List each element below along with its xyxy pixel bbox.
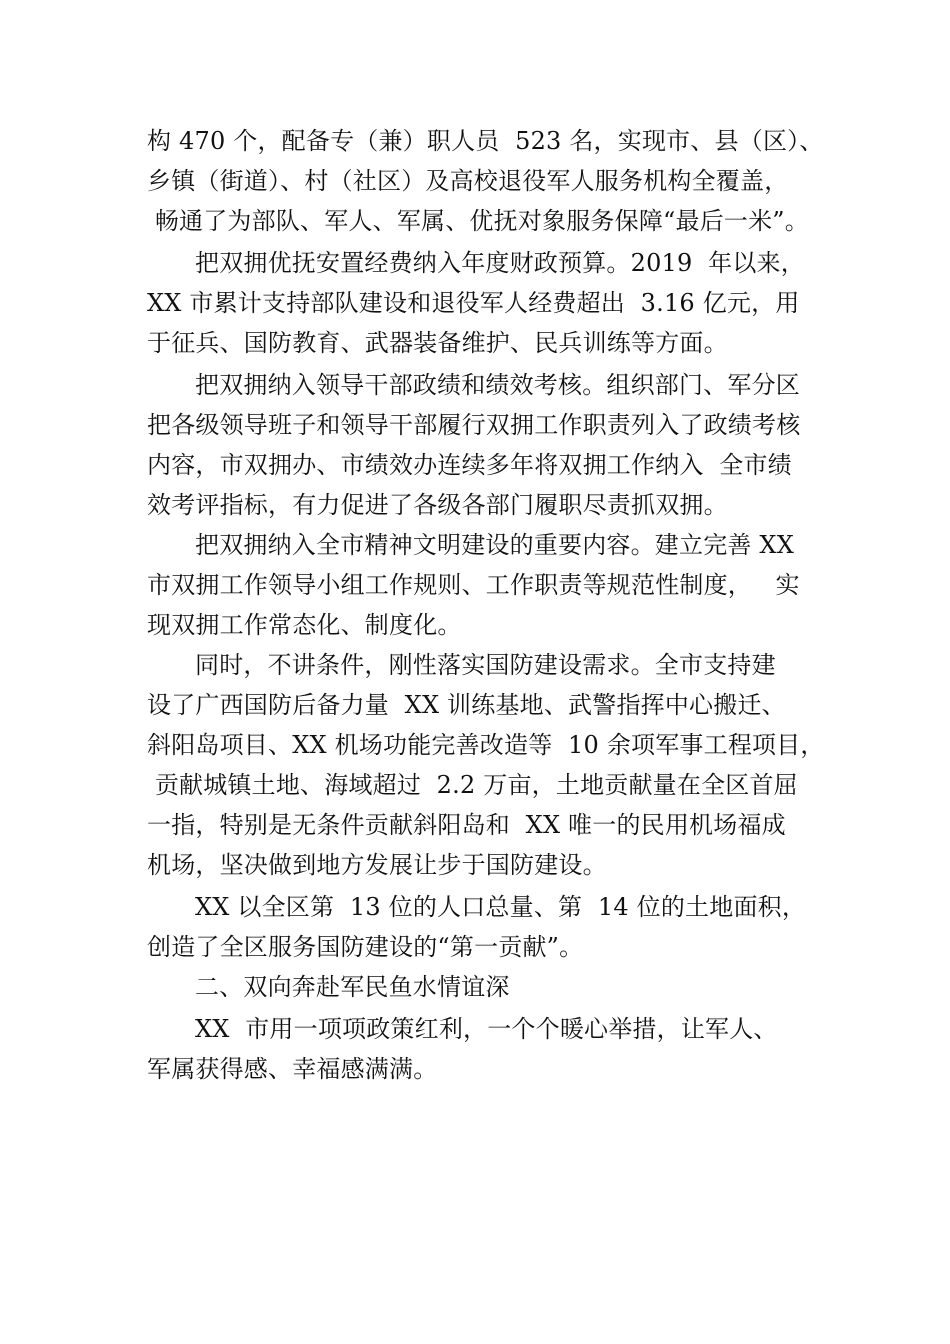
text-line: 效考评指标，有力促进了各级各部门履职尽责抓双拥。 bbox=[147, 491, 728, 519]
paragraph-start-line: XX 市用一项项政策红利，一个个暖心举措，让军人、 bbox=[195, 1015, 778, 1043]
section-heading: 二、双向奔赴军民鱼水情谊深 bbox=[195, 973, 510, 1001]
text-line: 斜阳岛项目、XX 机场功能完善改造等 10 余项军事工程项目， bbox=[147, 731, 825, 759]
text-line: 于征兵、国防教育、武器装备维护、民兵训练等方面。 bbox=[147, 329, 728, 357]
paragraph-start-line: 同时，不讲条件，刚性落实国防建设需求。全市支持建 bbox=[195, 651, 776, 679]
text-line: 设了广西国防后备力量 XX 训练基地、武警指挥中心搬迁、 bbox=[147, 691, 786, 719]
paragraph-start-line: 把双拥纳入全市精神文明建设的重要内容。建立完善 XX bbox=[195, 531, 794, 559]
paragraph-start-line: XX 以全区第 13 位的人口总量、第 14 位的土地面积， bbox=[195, 893, 807, 921]
text-line: 一指，特别是无条件贡献斜阳岛和 XX 唯一的民用机场福成 bbox=[147, 811, 786, 839]
text-line: 创造了全区服务国防建设的“第一贡献”。 bbox=[147, 933, 584, 961]
text-line: 内容，市双拥办、市绩效办连续多年将双拥工作纳入 全市绩 bbox=[147, 451, 792, 479]
text-line: 构 470 个，配备专（兼）职人员 523 名，实现市、县（区）、 bbox=[147, 127, 824, 155]
text-line: 机场，坚决做到地方发展让步于国防建设。 bbox=[147, 851, 607, 879]
text-line: 畅通了为部队、军人、军属、优抚对象服务保障“最后一米”。 bbox=[147, 207, 809, 235]
text-line: XX 市累计支持部队建设和退役军人经费超出 3.16 亿元，用 bbox=[147, 289, 800, 317]
paragraph-start-line: 把双拥纳入领导干部政绩和绩效考核。组织部门、军分区 bbox=[195, 371, 800, 399]
text-line: 贡献城镇土地、海域超过 2.2 万亩，土地贡献量在全区首屈 bbox=[147, 771, 798, 799]
text-line: 市双拥工作领导小组工作规则、工作职责等规范性制度， 实 bbox=[147, 571, 800, 599]
text-line: 军属获得感、幸福感满满。 bbox=[147, 1055, 438, 1083]
text-line: 乡镇（街道）、村（社区）及高校退役军人服务机构全覆盖， bbox=[147, 167, 789, 195]
text-line: 现双拥工作常态化、制度化。 bbox=[147, 611, 462, 639]
paragraph-start-line: 把双拥优抚安置经费纳入年度财政预算。2019 年以来， bbox=[195, 249, 805, 277]
text-line: 把各级领导班子和领导干部履行双拥工作职责列入了政绩考核 bbox=[147, 411, 801, 439]
